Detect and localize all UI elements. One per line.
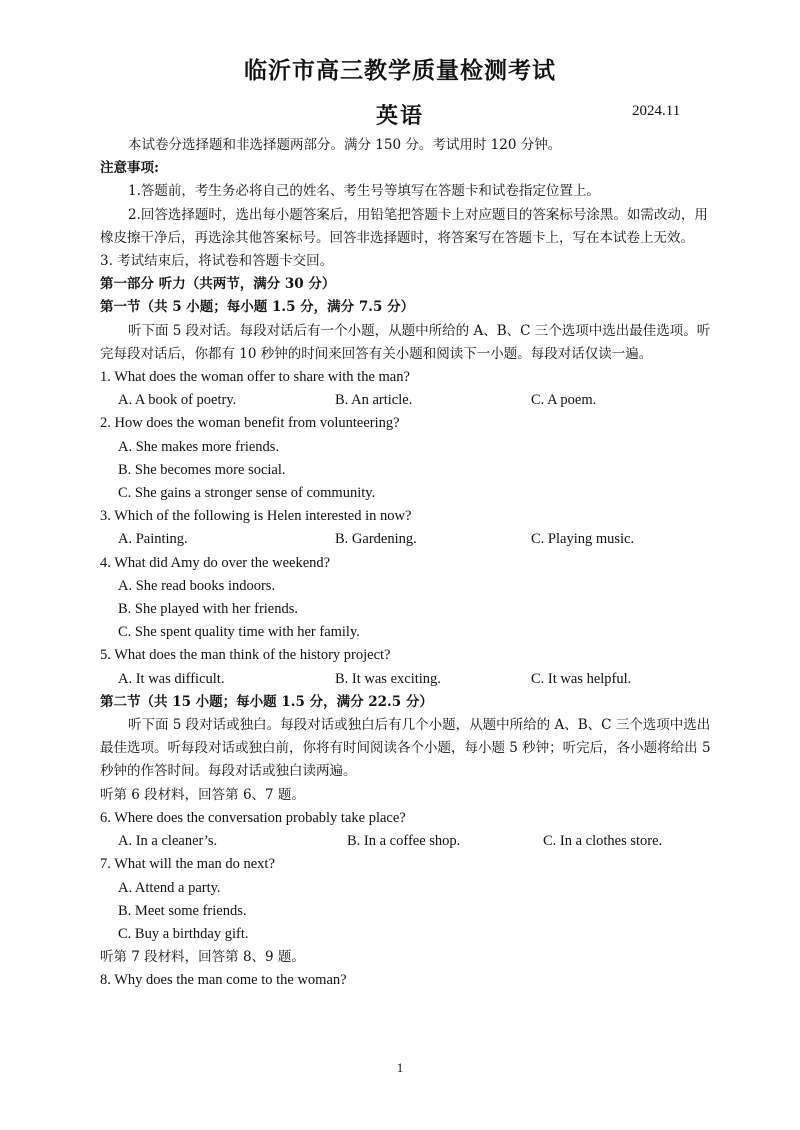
question-1-options [100,389,716,412]
option-b: B. It was exciting. [335,670,441,687]
option-b: B. Gardening. [335,531,417,548]
option-c: C. She spent quality time with her family. [118,624,360,641]
page-number: 1 [396,1060,404,1075]
question-5: 5. What does the man think of the history project? [100,647,391,664]
option-a: A. A book of poetry. [118,392,237,409]
exam-body [100,134,716,993]
option-c: C. In a clothes store. [543,833,663,850]
exam-subject: 英语 [375,103,424,129]
intro-text: 本试卷分选择题和非选择题两部分。满分 150 分。考试用时 120 分钟。 [128,137,562,153]
option-a: A. It was difficult. [118,670,225,687]
question-6-options [100,830,716,853]
option-a: A. Attend a party. [118,879,221,896]
option-b: B. She becomes more social. [118,461,286,478]
section2-instructions: 听下面 5 段对话或独白。每段对话或独白后有几个小题，从题中所给的 A、B、C 三个选项中选出最佳选项。听每段对话或独白前，你将有时间阅读各个小题，每小题 5 秒钟；听完后，各小题将给出 5 秒钟的作答时间。每段对话或独白读两遍。 [100,717,711,780]
part1-heading: 第一部分 听力（共两节，满分 30 分） [100,276,336,293]
option-a: A. In a cleaner’s. [118,833,218,850]
question-1: 1. What does the woman offer to share with the man? [100,369,410,386]
exam-title: 临沂市高三教学质量检测考试 [244,57,556,84]
exam-date: 2024.11 [632,103,681,119]
option-b: B. In a coffee shop. [347,833,461,850]
option-a: A. She makes more friends. [118,438,280,455]
option-c: C. It was helpful. [531,670,632,687]
section1-heading: 第一节（共 5 小题；每小题 1.5 分，满分 7.5 分） [100,299,415,316]
option-c: C. A poem. [531,392,597,409]
notes-heading: 注意事项: [100,160,159,177]
option-c: C. She gains a stronger sense of community. [118,485,376,502]
question-3: 3. Which of the following is Helen interested in now? [100,508,412,525]
option-a: A. Painting. [118,531,188,548]
note-item-2: 2.回答选择题时，选出每小题答案后，用铅笔把答题卡上对应题目的答案标号涂黑。如需改动，用橡皮擦干净后，再选涂其他答案标号。回答非选择题时，将答案写在答题卡上，写在本试卷上无效。 [100,206,708,246]
question-5-options [100,668,716,691]
section2-heading: 第二节（共 15 小题；每小题 1.5 分，满分 22.5 分） [100,693,433,710]
question-7: 7. What will the man do next? [100,856,275,873]
option-b: B. Meet some friends. [118,902,247,919]
option-b: B. She played with her friends. [118,601,299,618]
material-6-label: 听第 6 段材料，回答第 6、7 题。 [100,786,305,803]
note-item-1: 1.答题前，考生务必将自己的姓名、考生号等填写在答题卡和试卷指定位置上。 [128,183,600,200]
question-3-options [100,528,716,551]
question-2: 2. How does the woman benefit from volunteering? [100,415,400,432]
option-c: C. Playing music. [531,531,635,548]
note-item-3: 3. 考试结束后，将试卷和答题卡交回。 [100,253,334,270]
option-a: A. She read books indoors. [118,577,276,594]
material-7-label: 听第 7 段材料，回答第 8、9 题。 [100,949,305,966]
option-c: C. Buy a birthday gift. [118,925,249,942]
section1-instructions: 听下面 5 段对话。每段对话后有一个小题，从题中所给的 A、B、C 三个选项中选出最佳选项。听完每段对话后，你都有 10 秒钟的时间来回答有关小题和阅读下一小题。每段对话仅读一遍。 [100,322,711,362]
question-4: 4. What did Amy do over the weekend? [100,554,331,571]
question-8: 8. Why does the man come to the woman? [100,972,347,989]
question-6: 6. Where does the conversation probably take place? [100,809,406,826]
option-b: B. An article. [335,392,413,409]
